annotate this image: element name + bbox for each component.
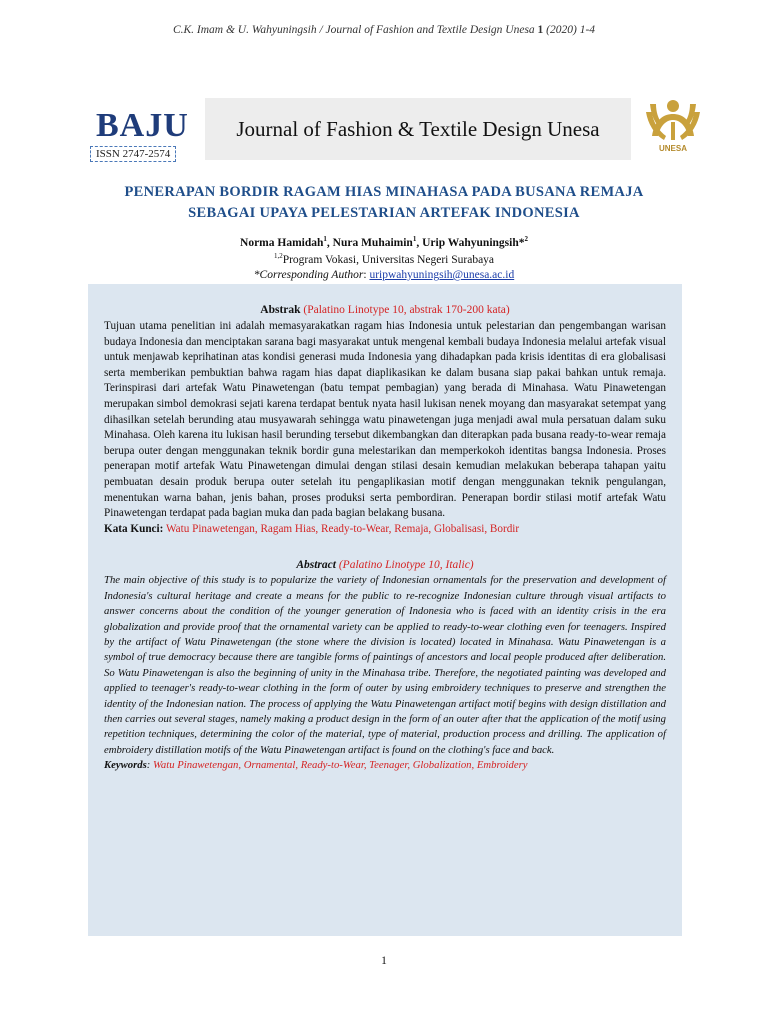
title-line-2: SEBAGAI UPAYA PELESTARIAN ARTEFAK INDONESIA [188, 205, 580, 221]
journal-banner [205, 98, 631, 160]
author-name: Urip Wahyuningsih* [422, 236, 525, 249]
baju-logo [88, 108, 196, 164]
abstrak-title: Abstrak [260, 304, 301, 316]
author-list: Norma Hamidah$^1$, Nura Muhaimin$^1$, Urip Wahyuningsih*$^2$ [240, 235, 528, 249]
article-title [0, 182, 768, 224]
kata-kunci-values: Watu Pinawetengan, Ragam Hias, Ready-to-Wear, Remaja, Globalisasi, Bordir [165, 522, 520, 535]
keywords-values: Watu Pinawetengan, Ornamental, Ready-to-Wear, Teenager, Globalization, Embroidery [152, 759, 528, 772]
unesa-label: UNESA [658, 144, 687, 153]
abstrak-heading [104, 304, 666, 316]
keywords-label: Keywords [104, 759, 147, 772]
affiliation [0, 252, 768, 266]
abstrak-note: (Palatino Linotype 10, abstrak 170-200 kata) [303, 304, 510, 316]
affiliation-text: Program Vokasi, Universitas Negeri Surabaya [282, 253, 495, 266]
abstract-note: (Palatino Linotype 10, Italic) [338, 559, 474, 572]
author-sup: 1 [323, 235, 327, 243]
running-head-prefix: C.K. Imam & U. Wahyuningsih / Journal of Fashion and Textile Design Unesa [172, 24, 535, 36]
unesa-logo [642, 94, 704, 160]
issn-label: ISSN 2747-2574 [90, 146, 176, 162]
title-line-1: PENERAPAN BORDIR RAGAM HIAS MINAHASA PADA BUSANA REMAJA [124, 184, 644, 200]
corresponding-author: *Corresponding Author: uripwahyuningsih@unesa.ac.id [253, 269, 515, 281]
running-head-volume: 1 [537, 24, 544, 36]
author-sup: 1 [412, 235, 417, 243]
abstrak-keywords [104, 522, 666, 538]
logo-word: BAJU [96, 107, 189, 144]
author-name: Norma Hamidah [240, 236, 324, 249]
abstrak-body: Tujuan utama penelitian ini adalah memasyarakatkan ragam hias Indonesia untuk pelestarian dan pengembangan warisan budaya Indonesia dan menciptakan sarana bagi masyarakat untuk mengenal kembali budaya Indonesia melalui artefak visual untuk menjawab keprihatinan atas kondisi generasi muda Indonesia yang dihadapkan pada krisis identitas di era globalisasi serta memberikan pembuktian bahwa ragam hias dapat diaplikasikan ke dalam busana siap pakai bahkan untuk remaja. Terinspirasi dari artefak Watu Pinawetengan (batu tempat pembagian) yang berada di Minahasa. Watu Pinawetengan merupakan simbol demokrasi sejati karena terdapat bentuk nyata hasil lukisan nenek moyang dan masyarakat setempat yang dihasilkan setelah berunding atau musyawarah sehingga watu pinawetengan juga menjadi awal mula persatuan dalam suku Minahasa. Oleh karena itu lukisan hasil berunding tersebut dikembangkan dan diterapkan pada busana ready-to-wear remaja berupa outer dengan menggunakan teknik bordir guna melestarikan dan memperkokoh identitas bangsa Indonesia. Proses penerapan motif artefak Watu Pinawetengan dimulai dengan stilasi desain kemudian melakukan beberapa tahapan yaitu pembuatan desain produk berupa outer setelah itu pengaplikasian motif dengan menggunakan teknik pengulangan, menentukan warna bahan, jenis bahan, proses produksi serta pembordiran. Penerapan bordir stilasi motif artefak Watu Pinawetengan terdapat pada bagian muka dan pada bagian belakang busana. [104, 320, 666, 520]
author-sup: 2 [524, 235, 528, 243]
page-number: 1 [381, 955, 387, 967]
abstract-title: Abstract [296, 559, 336, 572]
affiliation-sup: 1,2 [273, 252, 283, 260]
abstract-box [88, 284, 682, 936]
abstract-heading [104, 559, 666, 571]
running-head-suffix: (2020) 1-4 [546, 24, 596, 36]
corresponding-email-link[interactable]: uripwahyuningsih@unesa.ac.id [369, 269, 515, 281]
abstract-keywords: Keywords: Watu Pinawetengan, Ornamental, Ready-to-Wear, Teenager, Globalization, Embroidery [104, 759, 528, 772]
unesa-emblem-icon [642, 94, 704, 144]
abstract-body: The main objective of this study is to popularize the variety of Indonesian ornamentals for the preservation and development of Indonesia's cultural heritage and create a means for the public to re-recognize Indonesian culture through visual artifacts to answer concerns about the condition of the younger generation of Indonesia who is faced with an identity crisis in the era globalization and provide proof that the ornamental variety can be applied to ready-to-wear clothing even for teenagers. Inspired by the artifact of Watu Pinawetengan (the stone where the division is located) located in Minahasa. Watu Pinawetengan is a symbol of true democracy because there are tangible forms of paintings of ancestors and local people produced after deliberation. So Watu Pinawetengan is also the beginning of unity in the Minahasa tribe. Therefore, the negotiated painting was developed and applied to teenager's ready-to-wear clothing in the form of outer by using embroidery techniques to preserve and strengthen the identity of the Indonesian nation. The process of applying the Watu Pinawetengan artifact motif begins with design distillation and then carries out several stages, namely making a product design in the form of an outer after that the application of the motif using repetition techniques, determining the color of the material, type of material, production process and drilling. The application of embroidery distillation motifs of the Watu Pinawetengan artifact is found on the clothing's face and back. [104, 574, 666, 756]
author-name: Nura Muhaimin [332, 236, 413, 249]
corresponding-label: *Corresponding Author [253, 269, 364, 281]
running-head [0, 24, 768, 36]
kata-kunci-label: Kata Kunci: [104, 522, 164, 535]
journal-name: Journal of Fashion & Textile Design Unesa [236, 116, 600, 141]
